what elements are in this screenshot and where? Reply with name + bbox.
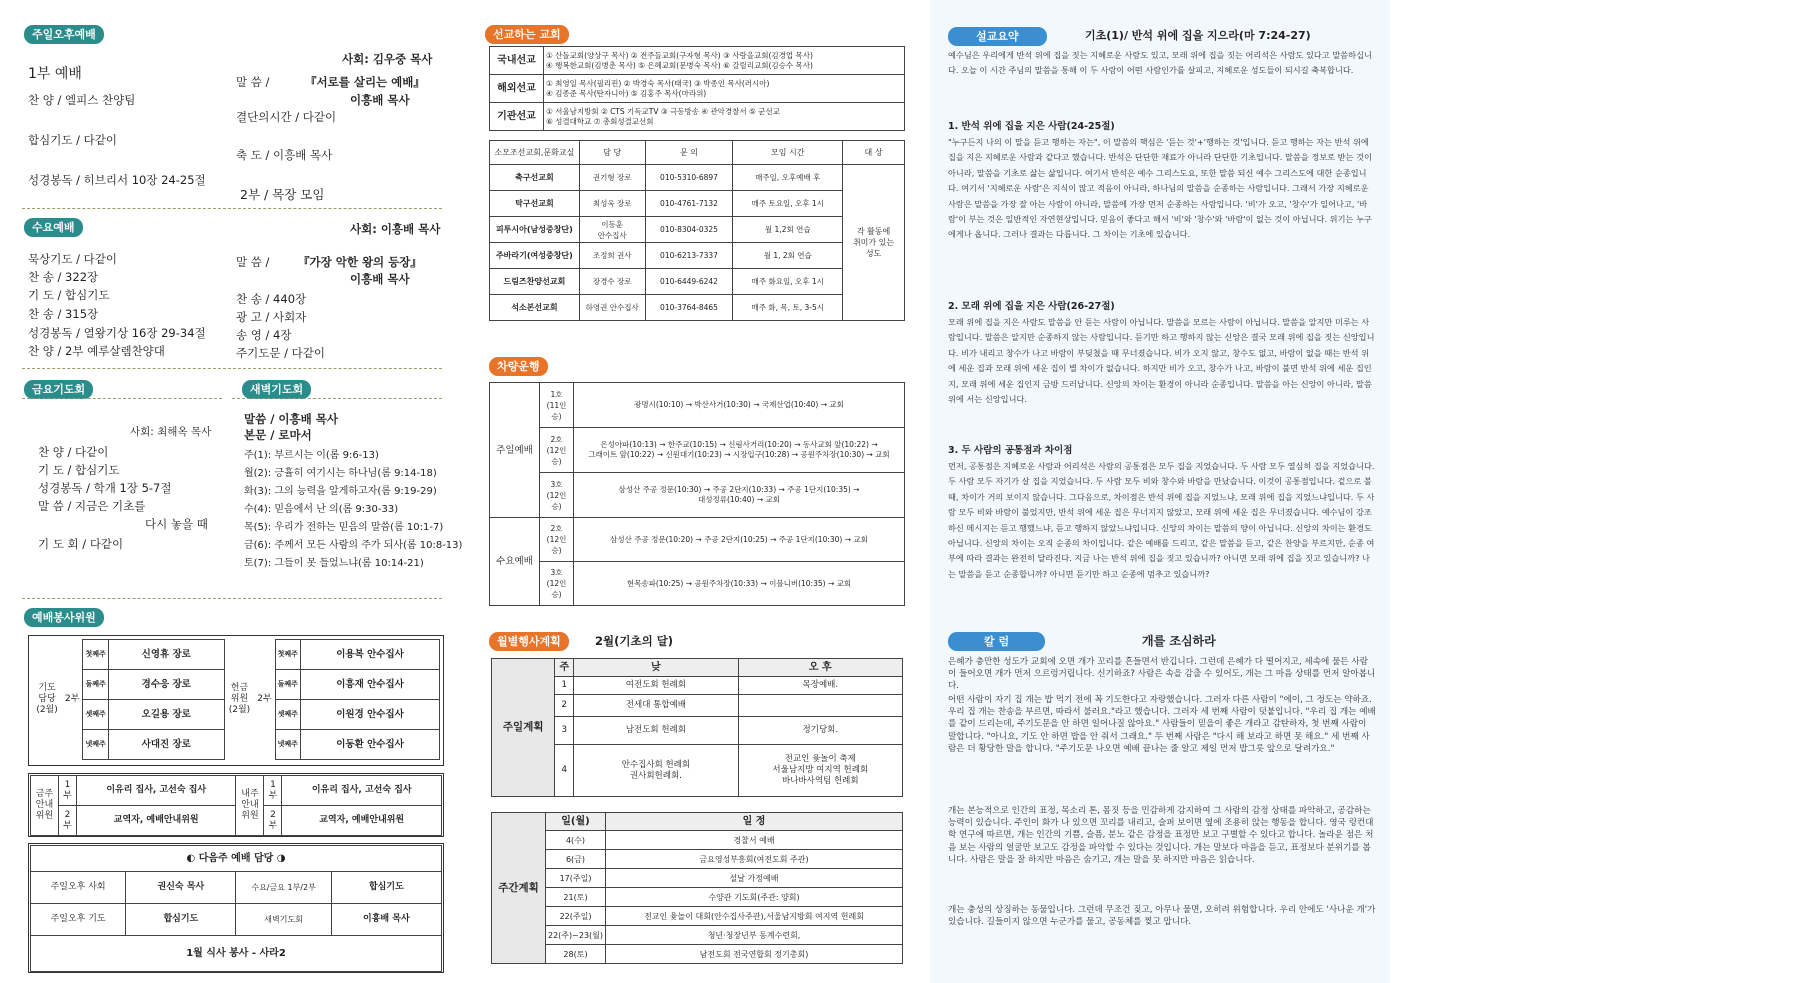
monthly-grid — [491, 658, 903, 797]
servants-grid — [32, 639, 440, 760]
table-cell: 010-5310-6897 — [645, 165, 733, 191]
vehicle-badge: 차량운행 — [489, 357, 548, 376]
table-row — [31, 872, 442, 904]
table-cell: 청년·청장년부 동계수련회, — [606, 926, 903, 945]
table-row — [31, 904, 442, 936]
table-cell: 은성아파(10:13) → 한주교(10:15) → 신림사거리(10:20) → 동사교회 앞(10:22) → 그래이트 앞(10:22) → 신원대기(10:23) → 시장입구(10:28) → 공원주차장(10:30) → 교회 — [574, 428, 905, 473]
table-cell: 조정희 권사 — [579, 243, 645, 269]
table-header-row — [492, 813, 903, 831]
divider — [22, 598, 442, 599]
friday-praise: 찬 양 / 다같이 — [38, 445, 109, 459]
table-cell: 안수집사회 헌례회 권사회헌례회. — [574, 745, 738, 797]
table-cell: 주일계획 — [492, 659, 555, 797]
vehicle-grid — [489, 382, 905, 606]
table-cell: 합심기도 — [331, 872, 441, 904]
wed-silent-prayer: 묵상기도 / 다같이 — [28, 252, 117, 266]
column-para-2: 어떤 사람이 자기 집 개는 밥 먹기 전에 꼭 기도한다고 자랑했습니다. 그러자 다른 사람이 "에이, 그 정도는 약하죠. 우리 집 개는 찬송을 부르면, 따라서 불러요."라고 했습니다. 그러자 세 번째 사람이 덧붙입니다. "우리 집 개는 예배를 같이 드리는데, 주기도문을 안 하면 일어나질 않아요." 사람들이 믿을이 좋은 개라고 감탄하자, 첫 번째 사람이 말합니다. "아니요, 기도 안 하면 밥을 안 줘서 그래요." 두 번째 사람은 "다시 해 보라고 하면 못 해요." 세 번째 사람은 더 황당한 말을 합니다. "주기도문 나오면 예배 끝나는 줄 알고 제일 먼저 밥그릇 앞으로 달려가요." — [948, 695, 1376, 754]
table-cell: 합심기도 — [126, 904, 236, 936]
table-cell: 2호 (12인승) — [540, 428, 574, 473]
benediction-line: 축 도 / 이흥배 목사 — [236, 148, 333, 162]
summary-para-2: 모래 위에 집을 지은 사람도 말씀을 안 듣는 사람이 아닙니다. 말씀을 모르는 사람이 아닙니다. 말씀을 알지만 미루는 사람입니다. 말씀은 알지만 순종하지 않는 사람입니다. 듣기만 하고 행하지 않는 신앙은 결국 모래 위에 집을 짓는 신앙입니다. 비가 내리고 창수가 나고 바람이 부딪쳤을 때 무너졌습니다. 비가 오지 않고, 창수도 없고, 바람이 없을 때는 반석 위에 세운 집과 모래 위에 세운 집이 별 차이가 없습니다. 하지만 비가 오고, 창수가 나고, 바람이 불면 반석 위에 세운 집인지, 모래 위에 세운 집인지 금방 드러납니다. 신앙의 차이는 환경이 아니라 순종입니다. 말씀을 아는 신앙이 아니라, 말씀 위에 서는 신앙입니다. — [948, 317, 1375, 405]
dawn-badge: 새벽기도회 — [242, 380, 311, 399]
table-cell: 남전도회 헌례회 — [574, 717, 738, 745]
summary-heading-3: 3. 두 사람의 공통점과 차이점 — [948, 445, 1073, 456]
table-cell: 이흥재 안수집사 — [301, 670, 440, 700]
table-cell: 이용복 안수집사 — [301, 640, 440, 670]
table-row — [490, 295, 905, 321]
praise-line: 찬 양 / 엘피스 찬양팀 — [28, 93, 136, 107]
table-cell: 17(주일) — [546, 869, 606, 888]
next-grid — [30, 845, 442, 972]
table-row — [490, 269, 905, 295]
table-cell: 전세대 통합예배 — [574, 695, 738, 717]
column-title: 개를 조심하라 — [1142, 634, 1216, 648]
table-cell: 수요예배 — [490, 518, 540, 606]
table-row — [490, 165, 905, 191]
table-cell: 6(금) — [546, 850, 606, 869]
table-cell: ① 서울남지방회 ② CTS 기독교TV ③ 극동방송 ④ 관악경찰서 ⑤ 군선교 ⑥ 성결대학교 ⑦ 총회성결교선회 — [544, 103, 905, 131]
table-cell: 설날 가정예배 — [606, 869, 903, 888]
wednesday-badge: 수요예배 — [24, 218, 83, 237]
table-row — [490, 103, 905, 131]
next-week-title: ◐ 다음주 예배 담당 ◑ — [31, 846, 442, 872]
table-cell: 해외선교 — [490, 75, 544, 103]
table-cell: 이동훈 안수집사 — [579, 217, 645, 243]
table-cell: 1 — [555, 677, 574, 695]
table-cell: 매주 화요일, 오후 1시 — [733, 269, 843, 295]
table-cell: 넷째주 — [275, 730, 300, 760]
table-row — [31, 936, 442, 972]
servants-badge: 예배봉사위원 — [24, 608, 104, 627]
table-cell: 2부 — [257, 694, 272, 704]
table-cell: 010-8304-0325 — [645, 217, 733, 243]
table-row — [490, 243, 905, 269]
table-row — [31, 846, 442, 872]
wed-hymn3: 찬 송 / 440장 — [236, 292, 307, 306]
table-header: 대 상 — [843, 141, 905, 165]
table-cell: 전교인 윷놀이 대회(안수집사주관),서울남지방회 여지역 헌례회 — [606, 907, 903, 926]
table-row — [492, 945, 903, 964]
table-cell — [738, 695, 902, 717]
table-cell: 경찰서 예배 — [606, 831, 903, 850]
divider — [22, 368, 442, 369]
table-cell: 4 — [555, 745, 574, 797]
table-row — [492, 888, 903, 907]
table-cell: 주일오후 사회 — [31, 872, 126, 904]
table-cell: 1부 — [264, 776, 282, 806]
table-cell: 이흥배 목사 — [331, 904, 441, 936]
table-header: 일(월) — [546, 813, 606, 831]
dawn-day: 목(5): 우리가 전하는 믿음의 말씀(롬 10:1-7) — [244, 522, 444, 533]
table-header: 담 당 — [579, 141, 645, 165]
table-cell: 010-6449-6242 — [645, 269, 733, 295]
summary-para-3: 먼저, 공통점은 지혜로운 사람과 어리석은 사람의 공통점은 모두 집을 지었습니다. 두 사람 모두 열심히 집을 지었습니다. 두 사람 모두 자기가 살 집을 지었습니다. 두 사람 모두 비와 창수와 바람을 만났습니다. 이것이 공통점입니다. 겉으로 볼 때, 차이가 거의 보이지 않습니다. 그다음으로, 차이점은 반석 위에 집을 지었느냐, 모래 위에 집을 지었느냐입니다. 두 사람 모두 비와 바람이 불었지만, 반석 위에 세운 집은 무너지지 않았고, 모래 위에 세운 집은 무너졌습니다. 예수님이 강조하신 메시지는 듣고 행했느냐, 듣고 행하지 않았느냐입니다. 신앙의 차이는 말씀의 양이 아닙니다. 신앙의 차이는 환경도 아닙니다. 신앙의 차이는 오직 순종의 차이입니다. 같은 예배를 드리고, 같은 말씀을 듣고, 같은 찬양을 부르지만, 순종 여부에 따라 결과는 완전히 달라진다. 지금 나는 반석 위에 집을 짓고 있습니까? 아니면 모래 위에 집을 짓고 있습니까? 나는 말씀을 듣고 순종합니까? 아니면 듣기만 하고 순종에 멈추고 있습니까? — [948, 461, 1375, 579]
scripture-line: 성경봉독 / 히브리서 10장 24-25절 — [28, 173, 206, 187]
dawn-day: 토(7): 그들이 못 들었느냐(롬 10:14-21) — [244, 558, 424, 569]
table-cell: 2부 — [264, 806, 282, 836]
table-cell: 광명시(10:10) → 박산사거(10:30) → 국제산업(10:40) → 교회 — [574, 383, 905, 428]
table-cell: 셋째주 — [275, 700, 300, 730]
summary-badge: 설교요약 — [948, 27, 1047, 46]
table-cell: 남전도회 전국연합회 정기총회) — [606, 945, 903, 964]
friday-presider: 사회: 최해옥 목사 — [130, 426, 212, 438]
table-cell: 22(주)~23(월) — [546, 926, 606, 945]
summary-intro: 예수님은 우리에게 반석 위에 집을 짓는 지혜로운 사람도 있고, 모래 위에 집을 짓는 어리석은 사람도 있다고 말씀하십니다. 오늘 이 시간 주님의 말씀을 통해 이 두 사람이 어떤 사람인가를 살피고, 지혜로운 성도들이 되시길 축복합니다. — [948, 50, 1372, 76]
sunday-pm-presider: 사회: 김우중 목사 — [342, 52, 433, 66]
sermon-label: 말 씀 / — [236, 75, 270, 89]
table-cell: ① 최영일 목사(필리핀) ② 박경숙 목사(태국) ③ 박종인 목사(러시아) ④ 김종준 목사(탄자니아) ⑤ 김홍주 목사(마라위) — [544, 75, 905, 103]
table-cell: 21(토) — [546, 888, 606, 907]
column-para-3: 개는 본능적으로 인간의 표정, 목소리 톤, 몸짓 등을 민감하게 감지하여 그 사람의 감정 상태를 파악하고, 공감하는 능력이 있습니다. 주인이 화가 나 있으면 꼬리를 내리고, 슬퍼 보이면 옆에 조용히 앉는 행동을 합니다. 영국 링컨대학 연구에 따르면, 개는 인간의 기쁨, 슬픔, 분노 같은 감정을 표정만 보고 구별할 수 있다고 합니다. 놀라운 점은 처음 보는 사람의 얼굴만 보고도 감정을 파악할 수 있다는 것입니다. 개는 말보다 마음을 듣고, 표정보다 분위기를 봅니다. 사람은 말을 잘 하지만 마음은 숨기고, 개는 말을 못 하지만 마음은 읽습니다. — [948, 806, 1374, 865]
table-cell: 3 — [555, 717, 574, 745]
table-row — [492, 869, 903, 888]
divider — [22, 208, 442, 209]
monthly-month: 2월(기초의 달) — [595, 634, 674, 648]
table-row — [490, 518, 905, 562]
friday-badge: 금요기도회 — [24, 380, 93, 399]
table-cell: 주일예배 — [490, 383, 540, 518]
table-cell: 010-4761-7132 — [645, 191, 733, 217]
middle-column — [465, 0, 930, 983]
table-header-row — [492, 659, 903, 677]
wed-prayer: 기 도 / 합심기도 — [28, 288, 110, 302]
table-row — [490, 217, 905, 243]
friday-sermon: 말 씀 / 지금은 기초를 — [38, 499, 146, 513]
table-cell: 수요/금요 1부/2부 — [236, 872, 331, 904]
table-cell: 탁구선교회 — [490, 191, 580, 217]
sermon-title: 『서로를 살리는 예배』 — [305, 75, 425, 89]
table-cell: 매주 화, 목, 토, 3-5시 — [733, 295, 843, 321]
service1-title: 1부 예배 — [28, 66, 82, 82]
dawn-day: 화(3): 그의 능력을 알게하고자(롬 9:19-29) — [244, 486, 437, 497]
table-cell: 이유리 집사, 고선숙 집사 — [282, 776, 442, 806]
table-cell: 석소본선교회 — [490, 295, 580, 321]
table-row — [492, 850, 903, 869]
table-header: 오 후 — [738, 659, 902, 677]
resolution-line: 결단의시간 / 다같이 — [236, 110, 337, 124]
table-header: 문 의 — [645, 141, 733, 165]
table-cell: 2호 (12인승) — [540, 518, 574, 562]
table-header: 낮 — [574, 659, 738, 677]
table-cell: 2부 — [58, 806, 76, 836]
table-header: 일 정 — [606, 813, 903, 831]
meal-service: 1월 식사 봉사 - 사라2 — [31, 936, 442, 972]
table-cell: 28(토) — [546, 945, 606, 964]
table-cell: 새벽기도회 — [236, 904, 331, 936]
table-cell: 경수응 장로 — [108, 670, 224, 700]
table-cell: 금요영성부흥회(여전도회 주관) — [606, 850, 903, 869]
wed-preacher: 이흥배 목사 — [350, 272, 410, 286]
mission-badge: 선교하는 교회 — [485, 25, 569, 44]
summary-title: 기초(1)/ 반석 위에 집을 지으라(마 7:24-27) — [1085, 29, 1311, 42]
table-cell: 010-6213-7337 — [645, 243, 733, 269]
table-cell: 이원경 안수집사 — [301, 700, 440, 730]
table-cell: 삼성산 주공 정문(10:20) → 주공 2단지(10:25) → 주공 1단지(10:30) → 교회 — [574, 518, 905, 562]
table-cell: 첫째주 — [83, 640, 108, 670]
column-para-1: 은혜가 충만한 성도가 교회에 오면 개가 꼬리를 흔들면서 반깁니다. 그런데 은혜가 다 떨어지고, 세속에 물든 사람이 들어오면 개가 먼저 으르렁거립니다. 신기하죠? 사람은 속을 감출 수 있어도, 개는 그 마음 상태를 먼저 알아봅니다. — [948, 657, 1376, 692]
table-cell: 오길용 장로 — [108, 700, 224, 730]
table-cell: 010-3764-8465 — [645, 295, 733, 321]
table-cell: 둘째주 — [275, 670, 300, 700]
table-cell: 1부 — [58, 776, 76, 806]
table-cell: 축구선교회 — [490, 165, 580, 191]
table-row — [31, 776, 442, 806]
summary-heading-1: 1. 반석 위에 집을 지은 사람(24-25절) — [948, 121, 1115, 132]
sunday-pm-badge: 주일오후예배 — [24, 25, 104, 44]
table-cell: 목장예배. — [738, 677, 902, 695]
table-cell: 첫째주 — [275, 640, 300, 670]
wed-scripture: 성경봉독 / 열왕기상 16장 29-34절 — [28, 326, 206, 340]
table-cell: 4(수) — [546, 831, 606, 850]
table-cell: 권기형 장로 — [579, 165, 645, 191]
table-cell: 최성욱 장로 — [579, 191, 645, 217]
column-badge: 칼 럼 — [948, 632, 1045, 651]
friday-sermon2: 다시 놓을 때 — [145, 517, 208, 531]
service2-line: 2부 / 목장 모임 — [240, 187, 325, 202]
sermon-preacher: 이흥배 목사 — [350, 93, 410, 107]
wednesday-presider: 사회: 이흥배 목사 — [350, 222, 441, 236]
table-cell: 이동환 안수집사 — [301, 730, 440, 760]
monthly-badge: 월별행사계획 — [489, 632, 569, 651]
table-cell: 국내선교 — [490, 47, 544, 75]
table-row — [32, 640, 440, 670]
table-cell: 매주일, 오후예배 후 — [733, 165, 843, 191]
table-cell: 사대진 장로 — [108, 730, 224, 760]
table-cell: 주바라기(여성중창단) — [490, 243, 580, 269]
right-column — [930, 0, 1390, 983]
table-cell: 셋째주 — [83, 700, 108, 730]
table-row — [490, 75, 905, 103]
wed-hymn2: 찬 송 / 315장 — [28, 307, 99, 321]
table-cell: 권신숙 목사 — [126, 872, 236, 904]
table-cell: 이유리 집사, 고선숙 집사 — [76, 776, 236, 806]
table-row — [490, 562, 905, 606]
divider — [232, 398, 442, 399]
dawn-day: 주(1): 부르시는 이(롬 9:6-13) — [244, 450, 379, 461]
dawn-day: 금(6): 주께서 모든 사람의 주가 되사(롬 10:8-13) — [244, 540, 463, 551]
friday-prayer: 기 도 / 합심기도 — [38, 463, 120, 477]
table-cell: 내주 안내 위원 — [236, 776, 264, 836]
table-header: 소모조선교회,문화교실 — [490, 141, 580, 165]
wed-hymn4: 송 영 / 4장 — [236, 328, 292, 342]
table-cell: 기도 담당 (2월) — [36, 683, 58, 715]
wed-sermon-label: 말 씀 / — [236, 255, 270, 269]
table-cell: 월 1,2회 연습 — [733, 217, 843, 243]
table-cell: 월 1, 2회 연습 — [733, 243, 843, 269]
weekly-grid — [491, 812, 903, 964]
table-row — [490, 473, 905, 518]
table-row — [490, 191, 905, 217]
table-cell: 기관선교 — [490, 103, 544, 131]
table-cell: 22(주일) — [546, 907, 606, 926]
divider — [22, 398, 222, 399]
wed-praise: 찬 양 / 2부 예루살렘찬양대 — [28, 344, 165, 358]
table-cell: 헌금 위원 (2월) — [228, 683, 251, 715]
summary-para-1: "누구든지 나의 이 말을 듣고 행하는 자는", 이 말씀의 핵심은 '듣는 것'+'행하는 것'입니다. 듣고 행하는 자는 반석 위에 집을 지은 지혜로운 사람과 같다고 했습니다. 반석은 단단한 재료가 아니라 단단한 기초입니다. 말씀을 정보로 받는 것이 아니라, 말씀을 기초로 삶는 삶입니다. 여기서 반석은 예수 그리스도요, 또한 말씀 되신 예수 그리스도에 대한 순종입니다. 여기서 '지혜로운 사람'은 지식이 많고 적음이 아니라, 하나님의 말씀을 순종하는 사람입니다. 그래서 가장 지혜로운 사람은 말씀을 가장 잘 아는 사람이 아니라, 말씀에 가장 먼저 순종하는 사람입니다. '비'가 오고, '창수'가 일어나고, '바람'이 부는 것은 일반적인 자연현상입니다. 믿음이 좋다고 해서 '비'와 '창수'와 '바람'이 없는 것이 아닙니다. 위기는 누구에게나 옵니다. 그러나 결과는 다릅니다. 그 차이는 기초에 있습니다. — [948, 137, 1372, 240]
left-column — [0, 0, 465, 983]
wed-announce: 광 고 / 사회자 — [236, 310, 307, 324]
table-cell: 3호 (12인승) — [540, 562, 574, 606]
table-cell: 수양관 기도회(주관: 양회) — [606, 888, 903, 907]
table-cell: 드림즈찬양선교회 — [490, 269, 580, 295]
friday-prayer-meeting: 기 도 회 / 다같이 — [38, 537, 124, 551]
table-cell: 넷째주 — [83, 730, 108, 760]
table-cell: 여전도회 헌례회 — [574, 677, 738, 695]
mission-grid — [489, 46, 905, 131]
table-row — [492, 926, 903, 945]
column-para-4: 개는 충성의 상징하는 동물입니다. 그런데 무조건 짖고, 아무나 물면, 오히려 위험합니다. 우리 안에도 '사나운 개'가 있습니다. 길들이지 않으면 누군가를 물고, 공동체를 찢고 맙니다. — [948, 905, 1376, 928]
wed-lords-prayer: 주기도문 / 다같이 — [236, 346, 325, 360]
table-cell: 피투시아(남성중창단) — [490, 217, 580, 243]
table-cell: 현목송파(10:25) → 공원주차장(10:33) → 이블니버(10:35) → 교회 — [574, 562, 905, 606]
dawn-day: 수(4): 믿음에서 난 의(롬 9:30-33) — [244, 504, 399, 515]
dawn-text: 본문 / 로마서 — [244, 428, 312, 442]
summary-heading-2: 2. 모래 위에 집을 지은 사람(26-27절) — [948, 301, 1115, 312]
table-cell: ① 산돌교회(양상구 목사) ② 전주들교회(구자형 목사) ③ 사랑을교회(김경업 목사) ④ 행복한교회(김병춘 목사) ⑤ 은혜교회(문병숙 목사) ⑥ 갈릴리교회(김승수 목사) — [544, 47, 905, 75]
blank-area — [1390, 0, 1809, 983]
table-cell: 3호 (12인승) — [540, 473, 574, 518]
table-row — [492, 831, 903, 850]
dawn-day: 월(2): 긍휼히 여기시는 하나님(롬 9:14-18) — [244, 468, 437, 479]
table-cell: 전교인 윷놀이 축제 서울남지방 여지역 헌례회 바나바사역팀 헌례회 — [738, 745, 902, 797]
table-cell: 주일오후 기도 — [31, 904, 126, 936]
table-cell: 각 활동에 취미가 있는 성도 — [843, 165, 905, 321]
wed-hymn1: 찬 송 / 322장 — [28, 270, 99, 284]
table-cell: 주간계획 — [492, 813, 546, 964]
table-cell: 2부 — [65, 694, 80, 704]
missions-grid — [489, 140, 905, 321]
table-cell: 교역자, 예배안내위원 — [76, 806, 236, 836]
guide-grid — [30, 775, 442, 836]
table-cell: 금주 안내 위원 — [31, 776, 59, 836]
table-cell: 장경수 장로 — [579, 269, 645, 295]
friday-scripture: 성경봉독 / 학개 1장 5-7절 — [38, 481, 172, 495]
table-header: 모임 시간 — [733, 141, 843, 165]
table-cell: 교역자, 예배안내위원 — [282, 806, 442, 836]
table-cell: 삼성산 주공 정문(10:30) → 주공 2단지(10:33) → 주공 1단지(10:35) → 대성정류(10:40) → 교회 — [574, 473, 905, 518]
table-row — [490, 47, 905, 75]
table-row — [490, 383, 905, 428]
table-cell: 정기당회. — [738, 717, 902, 745]
table-header-row — [490, 141, 905, 165]
table-cell: 둘째주 — [83, 670, 108, 700]
table-row — [492, 907, 903, 926]
table-row — [490, 428, 905, 473]
table-cell: 신영휴 장로 — [108, 640, 224, 670]
rep-prayer-line: 합심기도 / 다같이 — [28, 133, 117, 147]
table-cell: 2 — [555, 695, 574, 717]
wed-sermon-title: 『가장 악한 왕의 등장』 — [298, 255, 422, 269]
table-cell: 매주 토요일, 오후 1시 — [733, 191, 843, 217]
table-header: 주 — [555, 659, 574, 677]
dawn-preacher: 말씀 / 이흥배 목사 — [244, 412, 338, 426]
table-cell: 1호 (11인승) — [540, 383, 574, 428]
table-cell: 하영권 안수집사 — [579, 295, 645, 321]
